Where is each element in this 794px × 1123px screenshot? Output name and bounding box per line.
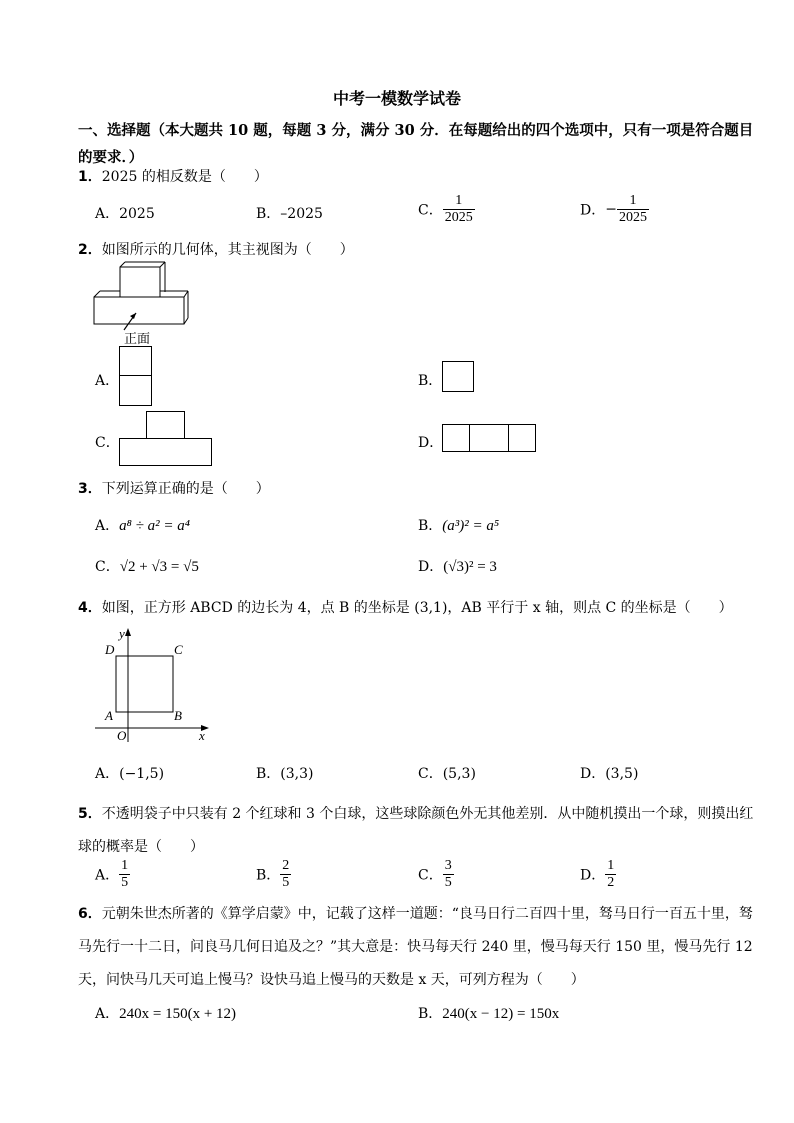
q6-option-b <box>418 1003 559 1023</box>
denominator: 2025 <box>618 210 647 225</box>
numerator: 1 <box>443 193 475 210</box>
expression: a⁸ ÷ a² = a⁴ <box>119 518 190 534</box>
question-number: 2． <box>78 242 102 258</box>
q2-option-a-label: A． <box>95 373 120 389</box>
option-label: D． <box>580 867 606 884</box>
option-label: D． <box>580 202 606 219</box>
point-b-label: B <box>174 708 182 723</box>
question-stem: 不透明袋子中只装有 2 个红球和 3 个白球，这些球除颜色外无其他差别．从中随机摸出一个球，则摸出红球的概率是（ ） <box>78 806 754 855</box>
q1-option-b: B．–2025 <box>256 206 323 222</box>
denominator: 5 <box>282 875 290 890</box>
q2-option-a-figure <box>119 346 153 408</box>
question-6 <box>78 898 758 997</box>
q3-option-c <box>95 556 199 576</box>
question-number: 6． <box>78 906 102 922</box>
expression: (√3)² = 3 <box>443 559 497 575</box>
q3-option-a <box>95 515 190 535</box>
numerator: 2 <box>282 858 290 873</box>
coordinate-diagram <box>95 626 220 746</box>
point-a-label: A <box>105 708 113 723</box>
q5-option-a <box>95 858 130 891</box>
q1-option-d <box>580 193 649 226</box>
question-3 <box>78 478 270 498</box>
question-stem: 如图所示的几何体，其主视图为（ ） <box>101 242 354 258</box>
question-number: 5． <box>78 806 102 822</box>
question-stem: 如图，正方形 ABCD 的边长为 4，点 B 的坐标是 (3,1)，AB 平行于 x 轴，则点 C 的坐标是（ ） <box>101 600 733 616</box>
q1-option-a: A．2025 <box>95 206 155 222</box>
option-label: A． <box>95 1006 120 1022</box>
question-5 <box>78 798 758 864</box>
denominator: 2025 <box>444 210 473 225</box>
numerator: 1 <box>121 858 129 873</box>
question-2 <box>78 239 354 259</box>
q4-option-b: B．(3,3) <box>256 766 314 782</box>
option-label: B． <box>418 518 443 534</box>
q2-option-d-label: D． <box>418 435 444 451</box>
numerator: 1 <box>617 193 649 210</box>
option-label: B． <box>418 1006 443 1022</box>
expression: 240(x − 12) = 150x <box>442 1006 560 1022</box>
axis-label-x: x <box>199 728 205 743</box>
option-label: C． <box>418 202 443 219</box>
expression: √2 + √3 = √5 <box>119 559 199 575</box>
question-4 <box>78 597 733 617</box>
question-number: 3． <box>78 481 102 497</box>
q2-option-c-figure <box>119 411 214 468</box>
q5-option-c <box>418 858 454 891</box>
option-label: D． <box>418 559 444 575</box>
question-stem: 元朝朱世杰所著的《算学启蒙》中，记载了这样一道题：“良马日行二百四十里，驽马日行一百五十里，驽马先行一十二日，问良马几何日追及之？”其大意是：快马每天行 240 里，慢马每天行 150 里，慢马先行 12 天，问快马几天可追上慢马？设快马追上慢马的天数是 x 天，可列方程为（ ） <box>78 906 753 988</box>
q5-option-d <box>580 858 616 891</box>
q5-option-b <box>256 858 291 891</box>
expression: (a³)² = a⁵ <box>442 518 500 534</box>
question-stem: 下列运算正确的是（ ） <box>101 481 270 497</box>
origin-label: O <box>117 728 127 743</box>
question-1 <box>78 166 268 186</box>
q2-option-b-figure <box>442 361 476 393</box>
numerator: 3 <box>444 858 452 873</box>
option-label: A． <box>95 518 120 534</box>
denominator: 2 <box>607 875 615 890</box>
q2-option-d-figure <box>442 424 540 454</box>
q3-option-d <box>418 556 497 576</box>
point-d-label: D <box>105 642 115 657</box>
q2-option-b-label: B． <box>418 373 443 389</box>
page-title: 中考一模数学试卷 <box>332 89 461 108</box>
question-stem: 2025 的相反数是（ ） <box>101 169 268 185</box>
denominator: 5 <box>121 875 129 890</box>
q1-option-c <box>418 193 475 226</box>
minus-sign: − <box>605 201 617 218</box>
option-label: C． <box>418 867 443 884</box>
numerator: 1 <box>607 858 615 873</box>
option-label: C． <box>95 559 120 575</box>
section-heading: 一、选择题（本大题共 10 题，每题 3 分，满分 30 分．在每题给出的四个选项中，只有一项是符合题目的要求．） <box>78 122 754 166</box>
front-view-label: 正面 <box>124 332 151 347</box>
q4-option-c: C．(5,3) <box>418 766 476 782</box>
axis-label-y: y <box>119 626 125 641</box>
denominator: 5 <box>444 875 452 890</box>
question-number: 1． <box>78 169 102 185</box>
point-c-label: C <box>174 642 183 657</box>
option-label: A． <box>95 867 120 884</box>
q2-option-c-label: C． <box>95 435 120 451</box>
question-number: 4． <box>78 600 102 616</box>
q4-option-d: D．(3,5) <box>580 766 639 782</box>
q6-option-a <box>95 1003 236 1023</box>
option-label: B． <box>256 867 281 884</box>
expression: 240x = 150(x + 12) <box>119 1006 237 1022</box>
q4-option-a: A．(−1,5) <box>95 766 165 782</box>
q3-option-b <box>418 515 499 535</box>
